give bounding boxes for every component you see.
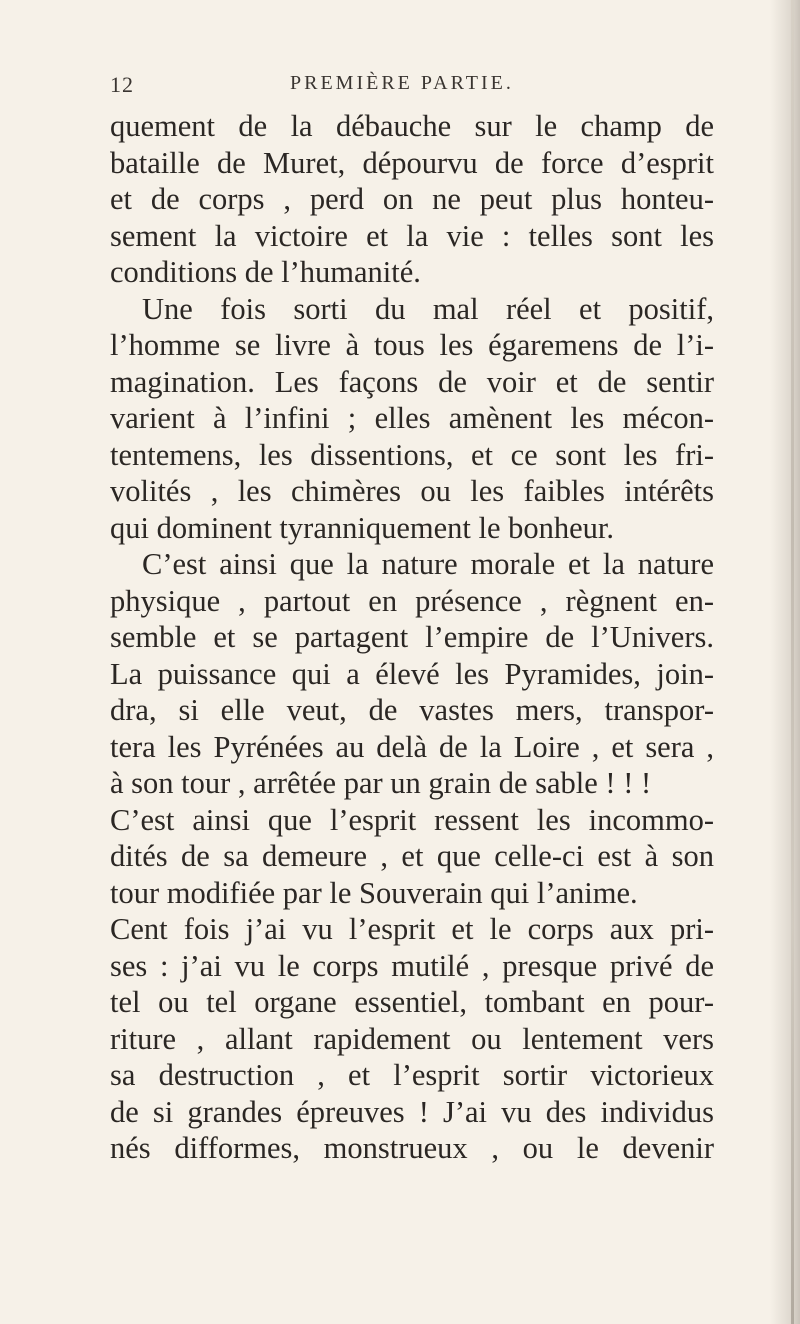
text-line: bataille de Muret, dépourvu de force d’esprit: [110, 145, 714, 180]
text-line: C’est ainsi que l’esprit ressent les incommo-: [110, 802, 714, 837]
body-text: [110, 108, 714, 1167]
text-line: à son tour , arrêtée par un grain de sable ! ! !: [110, 766, 652, 800]
text-line: et de corps , perd on ne peut plus honteu-: [110, 182, 714, 216]
page-edge: [791, 0, 794, 1324]
text-line: Cent fois j’ai vu l’esprit et le corps aux pri-: [110, 912, 714, 946]
page-number: 12: [110, 72, 134, 97]
text-line: l’homme se livre à tous les égaremens de l’i-: [110, 328, 714, 362]
text-line: varient à l’infini ; elles amènent les mécon-: [110, 401, 714, 435]
text-line: tentemens, les dissentions, et ce sont les fri-: [110, 437, 714, 472]
text-line: volités , les chimères ou les faibles intérêts: [110, 474, 714, 508]
page-header: [110, 72, 710, 108]
running-head: PREMIÈRE PARTIE.: [290, 72, 514, 94]
text-line: La puissance qui a élevé les Pyramides, join-: [110, 656, 714, 691]
text-line: semble et se partagent l’empire de l’Univers.: [110, 620, 714, 654]
text-line: C’est ainsi que la nature morale et la nature: [142, 547, 714, 581]
text-line: quement de la débauche sur le champ de: [110, 109, 714, 143]
text-line: physique , partout en présence , règnent en-: [110, 583, 714, 618]
text-line: conditions de l’humanité.: [110, 255, 421, 289]
text-line: magination. Les façons de voir et de sentir: [110, 364, 714, 399]
text-line: dra, si elle veut, de vastes mers, transpor-: [110, 693, 714, 727]
text-line: sa destruction , et l’esprit sortir victorieux: [110, 1058, 714, 1092]
text-line: sement la victoire et la vie : telles sont les: [110, 218, 714, 253]
text-line: de si grandes épreuves ! J’ai vu des individus: [110, 1094, 714, 1129]
text-line: ses : j’ai vu le corps mutilé , presque privé de: [110, 948, 714, 983]
text-line: tour modifiée par le Souverain qui l’anime.: [110, 875, 638, 910]
text-line: qui dominent tyranniquement le bonheur.: [110, 510, 614, 545]
text-line: Une fois sorti du mal réel et positif,: [142, 291, 714, 326]
text-line: riture , allant rapidement ou lentement vers: [110, 1021, 714, 1056]
text-line: dités de sa demeure , et que celle-ci est à son: [110, 839, 714, 873]
text-line: nés difformes, monstrueux , ou le devenir: [110, 1131, 714, 1165]
text-line: tel ou tel organe essentiel, tombant en pour-: [110, 985, 714, 1019]
text-line: tera les Pyrénées au delà de la Loire , et sera ,: [110, 729, 714, 764]
